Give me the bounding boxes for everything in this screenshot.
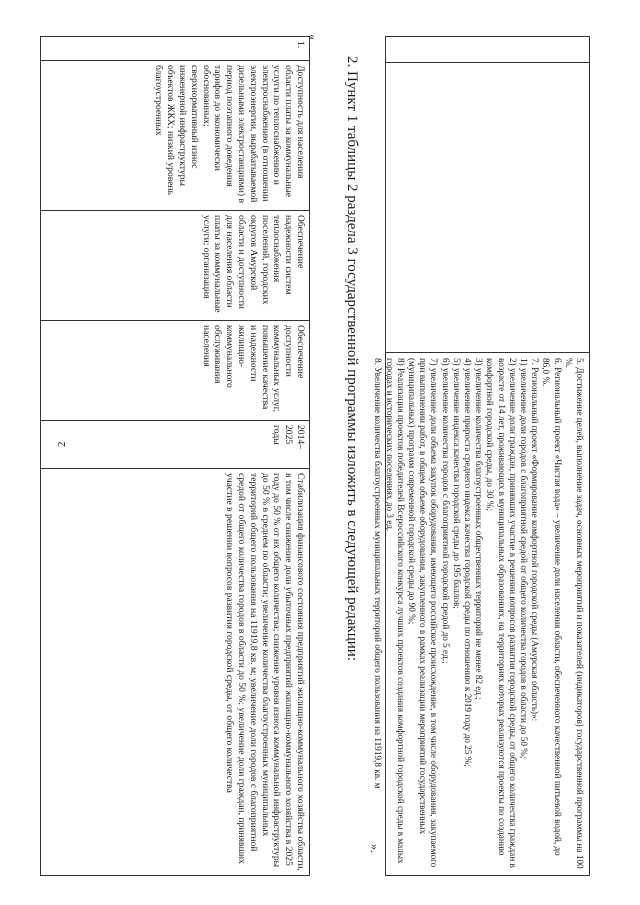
top-line: 3) увеличение количества благоустроенных общественных территорий не менее 82 ед.;	[474, 358, 485, 700]
top-line: 7. Региональный проект «Формирование комфортной городской среды (Амурская область)»:	[530, 358, 541, 722]
top-line: 5. Достижение целей, выполнение задач, основных мероприятий и показателей (индикаторов) государственной программы на 100 %.	[563, 358, 585, 869]
opening-quote: «	[306, 34, 320, 40]
years-cell	[41, 421, 309, 469]
task-cell	[41, 321, 309, 421]
problem-text: Доступность для населения области платы за коммунальные услуги по теплоснабжению и электроснабжению (в отношении электроэнергии, вырабатываемой дизельными электростанциями) в период поэтапного доведения тарифов до экономически обоснованных; сверхнормативный износ инженерной инфраструктуры объектов ЖКХ; низкий уровень благоустроенных	[153, 65, 306, 204]
closing-quote: ».	[368, 844, 382, 853]
top-line: 6. Региональный проект «Чистая вода» – увеличение доли населения области, обеспеченного качественной питьевой водой, до 86,0 %.	[541, 358, 563, 856]
top-line: 1) увеличение доли городов с благоприятной средой от общего количества городов в области до 50 %;	[518, 358, 529, 759]
top-line: 6) увеличение количества городов с благоприятной городской средой до 5 ед.;	[440, 358, 451, 664]
top-line: 7) увеличение доли объема закупок оборудования, имеющего российское происхождение, в том числе оборудования, закупаемого при выполнении работ, в общем объеме оборудования, закупленного в рамках реализации мероприятий государственных (муниципальных) программ современной городской среды до 90 %;	[406, 358, 440, 868]
indicators-cell	[41, 469, 309, 875]
top-line: 5) увеличение индекса качества городской среды до 195 баллов;	[451, 358, 462, 609]
row-number-cell	[41, 37, 309, 61]
problem-cell	[41, 61, 309, 211]
goal-cell	[41, 211, 309, 321]
top-line: 4) увеличение прироста среднего индекса качества городской среды по отношению к 2019 году до 25 %;	[462, 358, 473, 767]
row-number: 1.	[295, 41, 306, 49]
section-heading	[306, 34, 360, 896]
indicators-text: Стабилизация финансового состояния предприятий жилищно-коммунального хозяйства области, в том числе снижение доли убыточных предприятий жилищно-коммунального хозяйства в 2025 году до 50 % от их общего количества; снижение уровня износа коммунальной инфраструктуры до 50 % в среднем по области; увеличение количества благоустроенных муниципальных территорий общего пользования на 11919,8 кв. м; увеличение доли городов с благоприятной средой от общего количества городов в области до 50 %; увеличение доли граждан, принявших участие в решении вопросов развития городской среды, от общего количества	[224, 473, 306, 871]
years-text: 2014–2025 годы	[271, 425, 306, 449]
top-line: 8) Реализация проектов победителей Всероссийского конкурса лучших проектов создания комфортной городской среды в малых городах и исторических поселениях до 3 ед.	[384, 358, 406, 864]
top-table	[373, 36, 590, 876]
top-table-indicators-cell	[373, 352, 589, 875]
top-line: 8. Увеличение количества благоустроенных муниципальных территорий общего пользования на 11919,8 кв. м	[373, 358, 384, 789]
goal-text: Обеспечение надежности систем теплоснабжения поселений, городских округов Амурской области и доступности для населения области платы за коммунальные услуги; организация	[200, 215, 306, 313]
page-number: 2	[56, 441, 68, 447]
top-line: 2) увеличение доли граждан, принявших участие в решении вопросов развития городской среды, от общего количества граждан в возрасте от 14 лет, проживающих в муниципальных образованиях, на территориях которых реализуются проекты по созданию комфортной городской среды, до 30 %;	[485, 358, 518, 868]
heading-text: 2. Пункт 1 таблицы 2 раздела 3 государственной программы изложить в следующей редакции:	[344, 56, 360, 661]
bottom-table	[40, 36, 310, 876]
task-text: Обеспечение доступности коммунальных услуг, повышение качества и надежности жилищно-коммунального обслуживания населения	[200, 325, 306, 413]
rotated-content	[40, 36, 590, 876]
top-table-num-cell	[386, 37, 589, 63]
top-table-empty-cell	[386, 62, 589, 353]
